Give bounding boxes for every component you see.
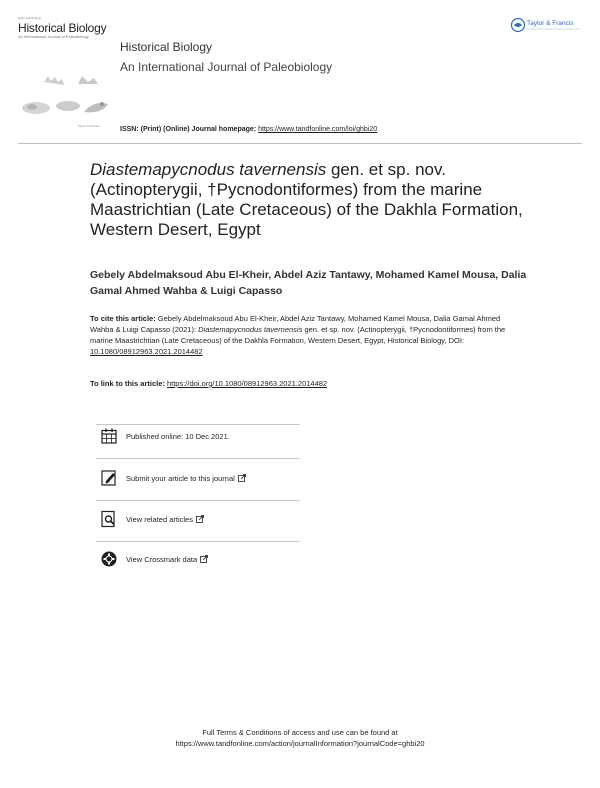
cover-publisher: Taylor & Francis [78, 124, 100, 128]
submit-article-link[interactable]: Submit your article to this journal [126, 473, 235, 483]
footer-terms: Full Terms & Conditions of access and use can be found at [202, 728, 398, 737]
article-title-italic: Diastemapycnodus tavernensis [90, 160, 327, 179]
cover-subtitle: An International Journal of Paleobiology [18, 34, 89, 39]
external-link-icon [200, 555, 208, 563]
crossmark-row[interactable] [100, 550, 208, 568]
external-link-icon [196, 515, 204, 523]
divider [96, 500, 300, 501]
submit-article-row[interactable] [100, 469, 246, 487]
issn-line [120, 126, 377, 133]
link-label: To link to this article: [90, 379, 167, 388]
cover-title: Historical Biology [18, 21, 107, 35]
article-doi-link[interactable]: https://doi.org/10.1080/08912963.2021.2014482 [166, 379, 328, 388]
article-title-rest: gen. et sp. nov. (Actinopterygii, †Pycnodontiformes) from the marine Maastrichtian (Late Cretaceous) of the Dakhla Formation, Western Desert, Egypt [90, 160, 523, 239]
divider [96, 458, 300, 459]
fossil-illustration-icon [18, 74, 110, 124]
journal-homepage-link[interactable]: https://www.tandfonline.com/loi/ghbi20 [258, 126, 378, 133]
divider [96, 541, 300, 542]
logo-text: Taylor & Francis [527, 20, 574, 27]
edit-document-icon [100, 469, 118, 487]
crossmark-icon [100, 550, 118, 568]
published-date: Published online: 10 Dec 2021. [126, 431, 230, 441]
related-articles-link[interactable]: View related articles [126, 514, 193, 524]
citation-text-before: Gebely Abdelmaksoud Abu El-Kheir, Abdel Aziz Tantawy, Mohamed Kamel Mousa, Dalia Gamal Ahmed Wahba & Luigi Capasso (2021): [90, 314, 501, 334]
citation-block [90, 313, 520, 357]
footer [0, 727, 600, 749]
citation-italic: Diastemapycnodus tavernensis [198, 325, 303, 334]
external-link-icon [238, 474, 246, 482]
article-title [90, 160, 530, 240]
publisher-logo[interactable] [510, 16, 582, 36]
citation-label: To cite this article: [90, 314, 156, 323]
header-divider [18, 143, 582, 144]
footer-url[interactable]: https://www.tandfonline.com/action/journalInformation?journalCode=ghbi20 [175, 739, 425, 748]
calendar-icon [100, 427, 118, 445]
journal-subtitle: An International Journal of Paleobiology [120, 60, 333, 74]
article-link-line [90, 379, 327, 388]
divider [96, 424, 300, 425]
cover-top-text: Historical Biology [18, 16, 42, 20]
article-authors: Gebely Abdelmaksoud Abu El-Kheir, Abdel Aziz Tantawy, Mohamed Kamel Mousa, Dalia Gamal Ahmed Wahba & Luigi Capasso [90, 269, 527, 297]
search-document-icon [100, 510, 118, 528]
published-row [100, 427, 230, 445]
issn-prefix: ISSN: (Print) (Online) Journal homepage: [120, 126, 259, 133]
taylor-francis-logo-icon [510, 16, 582, 36]
journal-cover [18, 16, 110, 136]
related-articles-row[interactable] [100, 510, 204, 528]
citation-doi-link[interactable]: 10.1080/08912963.2021.2014482 [90, 347, 203, 356]
journal-title: Historical Biology [120, 40, 213, 54]
citation-text-after: gen. et sp. nov. (Actinopterygii, †Pycnodontiformes) from the marine Maastrichtian (Late Cretaceous) of the Dakhla Formation, Western Desert, Egypt, Historical Biology, DOI: [90, 325, 506, 345]
crossmark-link[interactable]: View Crossmark data [126, 554, 198, 564]
